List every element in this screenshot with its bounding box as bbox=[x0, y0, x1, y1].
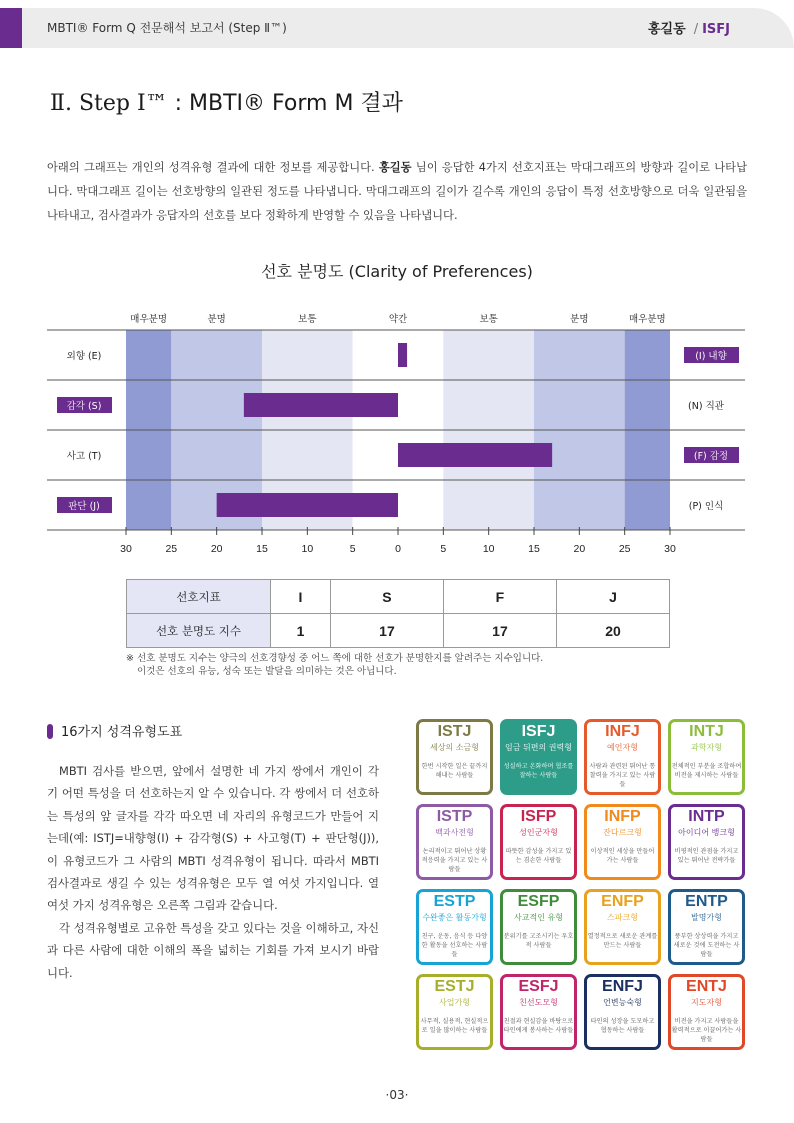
type-code: ENTP bbox=[685, 893, 728, 910]
type-nickname: 친선도모형 bbox=[519, 998, 558, 1007]
preference-letter: S bbox=[330, 580, 443, 614]
type-description: 따뜻한 감성을 가지고 있는 겸손한 사람들 bbox=[505, 848, 572, 864]
section-heading bbox=[50, 86, 403, 117]
clarity-score: 17 bbox=[443, 614, 556, 648]
type-nickname: 스파크형 bbox=[607, 913, 638, 922]
clarity-score: 20 bbox=[556, 614, 669, 648]
preference-bar bbox=[398, 343, 407, 367]
intro-text-1: 아래의 그래프는 개인의 성격유형 결과에 대한 정보를 제공합니다. bbox=[47, 161, 379, 174]
intro-name: 홍길동 bbox=[378, 161, 412, 174]
type-code: ENFJ bbox=[602, 978, 643, 995]
type-card-infp bbox=[584, 804, 661, 880]
x-tick-label: 15 bbox=[528, 543, 540, 555]
type-nickname: 사교적인 유형 bbox=[514, 913, 563, 922]
type-description: 열정적으로 새로운 관계를 만드는 사람들 bbox=[587, 933, 658, 949]
type-card-enfp bbox=[584, 889, 661, 965]
respondent-type: ISFJ bbox=[702, 22, 730, 37]
band-label: 매우분명 bbox=[130, 314, 168, 325]
type-code: INFP bbox=[604, 808, 641, 825]
type-code: ESFJ bbox=[518, 978, 559, 995]
type-description: 친구, 운동, 음식 등 다양한 활동을 선호하는 사람들 bbox=[421, 933, 488, 958]
type-nickname: 발명가형 bbox=[691, 913, 722, 922]
x-tick-label: 30 bbox=[120, 543, 132, 555]
respondent-info bbox=[648, 18, 730, 37]
type-card-istj bbox=[416, 719, 493, 795]
type-table-grid bbox=[416, 719, 746, 1051]
x-tick-label: 5 bbox=[349, 543, 356, 555]
right-pole-label: (I) 내향 bbox=[695, 351, 727, 362]
type-description: 이상적인 세상을 만들어 가는 사람들 bbox=[590, 848, 655, 864]
type-code: ISTP bbox=[436, 808, 473, 825]
footnote-line-1: ※ 선호 분명도 지수는 양극의 선호경향성 중 어느 쪽에 대한 선호가 분명한지를 알려주는 지수입니다. bbox=[126, 653, 544, 664]
type-description: 성실하고 온화하며 협조를 잘하는 사람들 bbox=[503, 763, 574, 779]
clarity-score: 1 bbox=[271, 614, 331, 648]
type-description: 비전을 가지고 사람들을 활력적으로 이끌어가는 사람들 bbox=[671, 1018, 742, 1043]
type-card-isfp bbox=[500, 804, 577, 880]
intro-paragraph bbox=[47, 156, 747, 228]
x-tick-label: 20 bbox=[573, 543, 586, 555]
type-code: INTJ bbox=[689, 723, 724, 740]
type-nickname: 수완좋은 활동가형 bbox=[422, 913, 487, 922]
type-code: INTP bbox=[688, 808, 725, 825]
page-number: ·03· bbox=[385, 1088, 409, 1102]
type-card-infj bbox=[584, 719, 661, 795]
type-card-intp bbox=[668, 804, 745, 880]
preference-row bbox=[127, 580, 670, 614]
score-row bbox=[127, 614, 670, 648]
types-section-title-text: 16가지 성격유형도표 bbox=[61, 725, 183, 740]
right-pole-label: (F) 감정 bbox=[693, 451, 729, 462]
right-pole-label: (N) 직관 bbox=[688, 401, 724, 412]
type-description: 사무적, 실용적, 현실적으로 일을 많이하는 사람들 bbox=[420, 1018, 489, 1034]
types-paragraph-2: 각 성격유형별로 고유한 특성을 갖고 있다는 것을 이해하고, 자신과 다른 사람에 대한 이해의 폭을 넓히는 기회를 가져 보시기 바랍니다. bbox=[47, 920, 379, 980]
score-label: 선호 분명도 지수 bbox=[127, 614, 271, 648]
type-code: ENFP bbox=[601, 893, 644, 910]
type-code: INFJ bbox=[605, 723, 640, 740]
footnote bbox=[126, 652, 543, 678]
band-label: 보통 bbox=[298, 314, 317, 325]
band-label: 보통 bbox=[479, 314, 498, 325]
x-tick-label: 25 bbox=[165, 543, 178, 555]
x-tick-label: 30 bbox=[664, 543, 676, 555]
type-card-estj bbox=[416, 974, 493, 1050]
chart-title: 선호 분명도 (Clarity of Preferences) bbox=[261, 262, 533, 281]
intro-text-2: 님이 응답한 4가지 선호지표는 막대그래프의 방향과 길이로 나타납니다. 막대그래프 길이는 선호방향의 일관된 정도를 나타냅니다. 막대그래프의 길이가 길수록 개인의 응답이 특정 선호방향으로 더욱 일관됨을 나타내고, 검사결과가 응답자의 선호를 보다 정확하게 반영할 수 있음을 나타냅니다. bbox=[47, 161, 747, 222]
clarity-score: 17 bbox=[330, 614, 443, 648]
type-nickname: 예언자형 bbox=[607, 743, 638, 752]
types-section-title bbox=[47, 721, 182, 740]
types-paragraph-1: MBTI 검사를 받으면, 앞에서 설명한 네 가지 쌍에서 개인이 각 기 어떤 특성을 더 선호하는지 알 수 있습니다. 각 쌍에서 더 선호하는 특성의 앞 글자를 각각 따오면 네 자리의 유형코드가 만들어 지는데(예: ISTJ=내향형(I) + 감각형(S) + 사고형(T) + 판단형(J)), 이 유형코드가 그 사람의 MBTI 성격유형이 됩니다. 따라서 MBTI 검사결과로 생길 수 있는 성격유형은 모두 열 여섯 가지입니다. 열 여섯 가지 성격유형은 오른쪽 그림과 같습니다. bbox=[47, 764, 379, 913]
type-description: 타인의 성장을 도모하고 협동하는 사람들 bbox=[590, 1018, 655, 1034]
right-pole-label: (P) 인식 bbox=[688, 501, 724, 512]
type-description: 풍부한 상상력을 가지고 새로운 것에 도전하는 사람들 bbox=[673, 933, 740, 958]
type-nickname: 사업가형 bbox=[439, 998, 470, 1007]
type-description: 전체적인 부분을 조합하여 비전을 제시하는 사람들 bbox=[671, 763, 742, 779]
type-code: ISTJ bbox=[437, 723, 472, 740]
type-card-enfj bbox=[584, 974, 661, 1050]
x-tick-label: 25 bbox=[618, 543, 631, 555]
type-description: 비평적인 관점을 가지고 있는 뛰어난 전략가들 bbox=[674, 848, 739, 864]
x-tick-label: 5 bbox=[440, 543, 447, 555]
footnote-line-2: 이것은 선호의 유능, 성숙 또는 발달을 의미하는 것은 아닙니다. bbox=[137, 666, 397, 677]
left-pole-label: 외향 (E) bbox=[66, 351, 102, 362]
page-header bbox=[0, 0, 794, 48]
type-code: ENTJ bbox=[686, 978, 727, 995]
type-nickname: 임금 뒤편의 권력형 bbox=[505, 743, 572, 752]
section-heading-number: Ⅱ. Step Ⅰ™ bbox=[50, 91, 168, 116]
section-heading-text: : MBTI® Form M 결과 bbox=[167, 91, 403, 116]
types-description bbox=[47, 760, 379, 984]
type-code: ESFP bbox=[517, 893, 560, 910]
clarity-index-table bbox=[126, 579, 670, 648]
band-label: 약간 bbox=[388, 314, 408, 325]
type-nickname: 잔다르크형 bbox=[603, 828, 642, 837]
left-pole-label: 판단 (J) bbox=[68, 501, 100, 512]
type-description: 분위기를 고조시키는 우호적 사람들 bbox=[503, 933, 574, 949]
section-marker bbox=[47, 724, 53, 739]
preference-letter: I bbox=[271, 580, 331, 614]
type-nickname: 과학자형 bbox=[691, 743, 722, 752]
x-tick-label: 15 bbox=[256, 543, 268, 555]
type-card-istp bbox=[416, 804, 493, 880]
x-tick-label: 10 bbox=[301, 543, 314, 555]
clarity-chart bbox=[0, 300, 794, 570]
left-pole-label: 감각 (S) bbox=[66, 401, 102, 412]
header-accent-bar bbox=[0, 8, 22, 48]
header-separator: / bbox=[693, 22, 699, 37]
band-label: 분명 bbox=[570, 314, 589, 325]
type-card-entj bbox=[668, 974, 745, 1050]
x-tick-label: 20 bbox=[210, 543, 223, 555]
type-code: ISFJ bbox=[521, 723, 556, 740]
type-card-estp bbox=[416, 889, 493, 965]
type-code: ESTP bbox=[433, 893, 476, 910]
band-label: 매우분명 bbox=[628, 314, 666, 325]
type-code: ISFP bbox=[520, 808, 557, 825]
type-card-entp bbox=[668, 889, 745, 965]
type-card-intj bbox=[668, 719, 745, 795]
preference-letter: J bbox=[556, 580, 669, 614]
respondent-name: 홍길동 bbox=[648, 22, 686, 37]
type-description: 사람과 관련된 뛰어난 통찰력을 가지고 있는 사람들 bbox=[589, 763, 656, 788]
type-description: 논리적이고 뛰어난 상황 적응력을 가지고 있는 사람들 bbox=[421, 848, 488, 873]
band-label: 분명 bbox=[207, 314, 226, 325]
type-card-esfj bbox=[500, 974, 577, 1050]
left-pole-label: 사고 (T) bbox=[66, 451, 102, 462]
type-card-isfj bbox=[500, 719, 577, 795]
preference-bar bbox=[398, 443, 552, 467]
type-card-esfp bbox=[500, 889, 577, 965]
type-nickname: 지도자형 bbox=[691, 998, 722, 1007]
type-nickname: 아이디어 뱅크형 bbox=[678, 828, 735, 837]
type-nickname: 성인군자형 bbox=[519, 828, 558, 837]
type-code: ESTJ bbox=[434, 978, 475, 995]
type-nickname: 언변능숙형 bbox=[603, 998, 642, 1007]
x-tick-label: 10 bbox=[482, 543, 495, 555]
preference-bar bbox=[244, 393, 398, 417]
x-tick-label: 0 bbox=[395, 543, 401, 555]
preference-letter: F bbox=[443, 580, 556, 614]
type-nickname: 세상의 소금형 bbox=[430, 743, 479, 752]
report-title: MBTI® Form Q 전문해석 보고서 (Step Ⅱ™) bbox=[47, 21, 287, 35]
type-description: 친절과 현실감을 바탕으로 타인에게 봉사하는 사람들 bbox=[503, 1018, 574, 1034]
type-nickname: 백과사전형 bbox=[435, 828, 474, 837]
preference-bar bbox=[217, 493, 398, 517]
preference-label: 선호지표 bbox=[127, 580, 271, 614]
type-description: 한번 시작한 일은 끝까지 해내는 사람들 bbox=[421, 763, 488, 779]
